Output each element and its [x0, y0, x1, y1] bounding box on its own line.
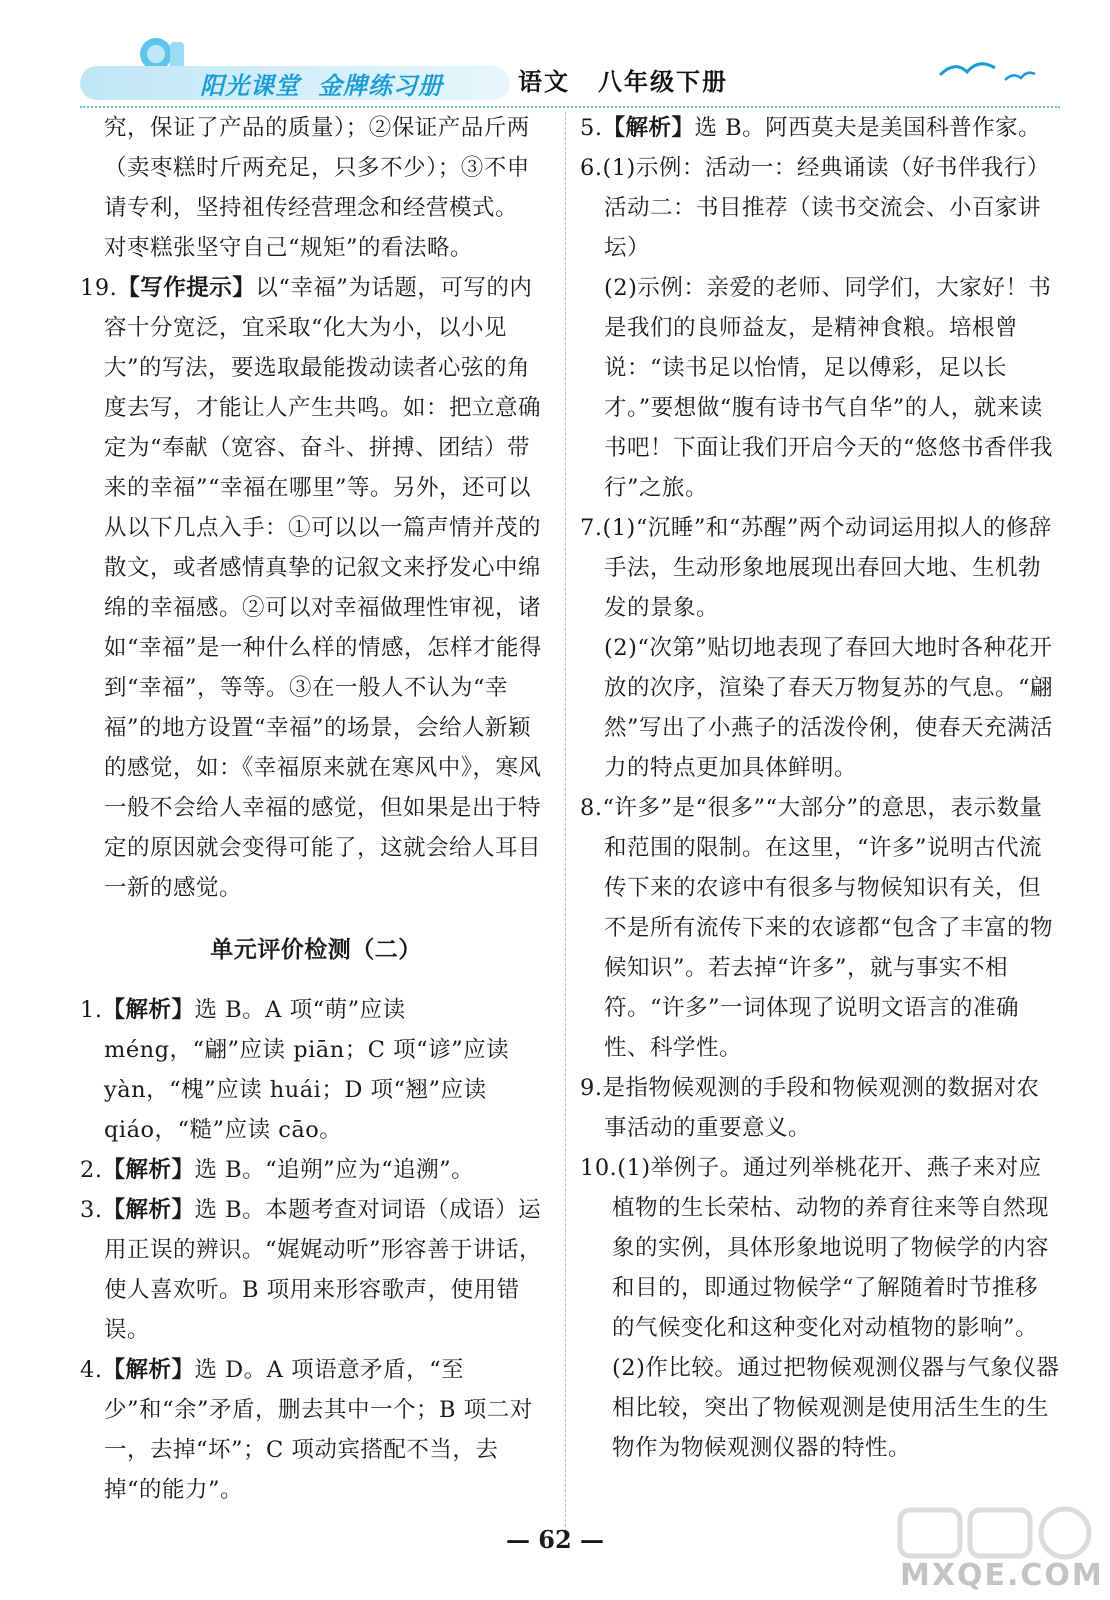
- answer-tag: 【解析】: [102, 1157, 195, 1183]
- answer-text: 选 D。A 项语意矛盾，“至少”和“余”矛盾，删去其中一个；B 项二对一，去掉“坏”；C 项动宾搭配不当，去掉“的能力”。: [104, 1357, 533, 1503]
- question-item: [80, 1150, 552, 1190]
- right-column: [580, 108, 1060, 1468]
- question-item: [580, 1148, 1060, 1468]
- answer-tag: 【写作提示】: [117, 275, 256, 301]
- answer-tag: 【解析】: [602, 115, 695, 141]
- subject-title: [518, 62, 756, 97]
- question-item: [80, 990, 552, 1150]
- answer-text: 活动二：书目推荐（读书交流会、小百家讲坛）: [604, 195, 1042, 261]
- grade-name: 八年级下册: [598, 68, 728, 96]
- answer-text: (2)“次第”贴切地表现了春回大地时各种花开放的次序，渲染了春天万物复苏的气息。“翩然”写出了小燕子的活泼伶俐，使春天充满活力的特点更加具体鲜明。: [604, 635, 1054, 781]
- question-item: [80, 1190, 552, 1350]
- answer-text: 究，保证了产品的质量）；②保证产品斤两（卖枣糕时斤两充足，只多不少）；③不申请专利，坚持祖传经营理念和经营模式。: [104, 115, 530, 221]
- answer-text: 选 B。A 项“萌”应读 méng，“翩”应读 piān；C 项“谚”应读 yàn，“槐”应读 huái；D 项“翘”应读 qiáo，“糙”应读 cāo。: [104, 997, 510, 1143]
- page-number: — 62 —: [505, 1525, 605, 1554]
- answer-paragraph: [80, 228, 552, 268]
- question-number: 1.: [80, 997, 103, 1023]
- question-number: 5.: [580, 115, 603, 141]
- left-column: [80, 108, 552, 1510]
- question-item: [80, 1350, 552, 1510]
- question-item: [580, 508, 1060, 628]
- answer-text: 选 B。“追朔”应为“追溯”。: [194, 1157, 475, 1183]
- answer-text: 对枣糕张坚守自己“规矩”的看法略。: [104, 235, 474, 261]
- question-number: 7.: [580, 515, 603, 541]
- question-number: 6.: [580, 155, 603, 181]
- question-item: [580, 108, 1060, 148]
- question-item: [80, 268, 552, 908]
- answer-paragraph: [580, 268, 1060, 508]
- question-number: 2.: [80, 1157, 103, 1183]
- answer-text: (2)示例：亲爱的老师、同学们，大家好！书是我们的良师益友，是精神食粮。培根曾说：“读书足以怡情，足以傅彩，足以长才。”要想做“腹有诗书气自华”的人，就来读书吧！下面让我们开启今天的“悠悠书香伴我行”之旅。: [604, 275, 1054, 501]
- question-number: 8.: [580, 795, 603, 821]
- answer-tag: 【解析】: [102, 1197, 195, 1223]
- answer-text: 以“幸福”为话题，可写的内容十分宽泛，宜采取“化大为小，以小见大”的写法，要选取最能拨动读者心弦的角度去写，才能让人产生共鸣。如：把立意确定为“奉献（宽容、奋斗、拼搏、团结）带来的幸福”“幸福在哪里”等。另外，还可以从以下几点入手：①可以以一篇声情并茂的散文，或者感情真挚的记叙文来抒发心中绵绵的幸福感。②可以对幸福做理性审视，诸如“幸福”是一种什么样的情感，怎样才能得到“幸福”，等等。③在一般人不认为“幸福”的地方设置“幸福”的场景，会给人新颖的感觉，如：《幸福原来就在寒风中》，寒风一般不会给人幸福的感觉，但如果是出于特定的原因就会变得可能了，这就会给人耳目一新的感觉。: [104, 275, 543, 901]
- answer-text: 选 B。本题考查对词语（成语）运用正误的辨识。“娓娓动听”形容善于讲话，使人喜欢听。B 项用来形容歌声，使用错误。: [104, 1197, 543, 1343]
- birds-icon: [935, 50, 1055, 90]
- question-number: 9.: [580, 1075, 603, 1101]
- column-divider: [565, 112, 566, 1532]
- answer-paragraph: [80, 108, 552, 228]
- question-number: 3.: [80, 1197, 103, 1223]
- question-number: 4.: [80, 1357, 103, 1383]
- watermark-text: MXQE.COM: [900, 1558, 1104, 1593]
- answer-text: “许多”是“很多”“大部分”的意思，表示数量和范围的限制。在这里，“许多”说明古代流传下来的农谚中有很多与物候知识有关，但不是所有流传下来的农谚都“包含了丰富的物候知识”。若去掉“许多”，就与事实不相符。“许多”一词体现了说明文语言的准确性、科学性。: [602, 795, 1054, 1061]
- subject-name: 语文: [518, 68, 570, 96]
- page-header: [0, 0, 1110, 112]
- answer-tag: 【解析】: [102, 1357, 195, 1383]
- answer-tag: 【解析】: [102, 997, 195, 1023]
- question-item: [580, 1068, 1060, 1148]
- section-title: 单元评价检测（二）: [210, 937, 422, 963]
- series-name: 阳光课堂: [200, 72, 300, 100]
- question-number: 10.: [580, 1155, 618, 1181]
- answer-text: (1)举例子。通过列举桃花开、燕子来对应植物的生长荣枯、动物的养育往来等自然现象的实例，具体形象地说明了物候学的内容和目的，即通过物候学“了解随着时节推移的气候变化和这种变化对动植物的影响”。(2)作比较。通过把物候观测仪器与气象仪器相比较，突出了物候观测是使用活生生的生物作为物候观测仪器的特性。: [612, 1155, 1060, 1461]
- answer-text: (1)示例：活动一：经典诵读（好书伴我行）: [602, 155, 1050, 181]
- answer-paragraph: [580, 628, 1060, 788]
- answer-text: 是指物候观测的手段和物候观测的数据对农事活动的重要意义。: [602, 1075, 1040, 1141]
- answer-paragraph: [580, 188, 1060, 268]
- series-title: [200, 66, 461, 101]
- answer-text: (1)“沉睡”和“苏醒”两个动词运用拟人的修辞手法，生动形象地展现出春回大地、生机勃发的景象。: [602, 515, 1052, 621]
- question-item: [580, 148, 1060, 188]
- question-number: 19.: [80, 275, 118, 301]
- answer-text: 选 B。阿西莫夫是美国科普作家。: [694, 115, 1042, 141]
- book-name: 金牌练习册: [318, 72, 443, 100]
- question-item: [580, 788, 1060, 1068]
